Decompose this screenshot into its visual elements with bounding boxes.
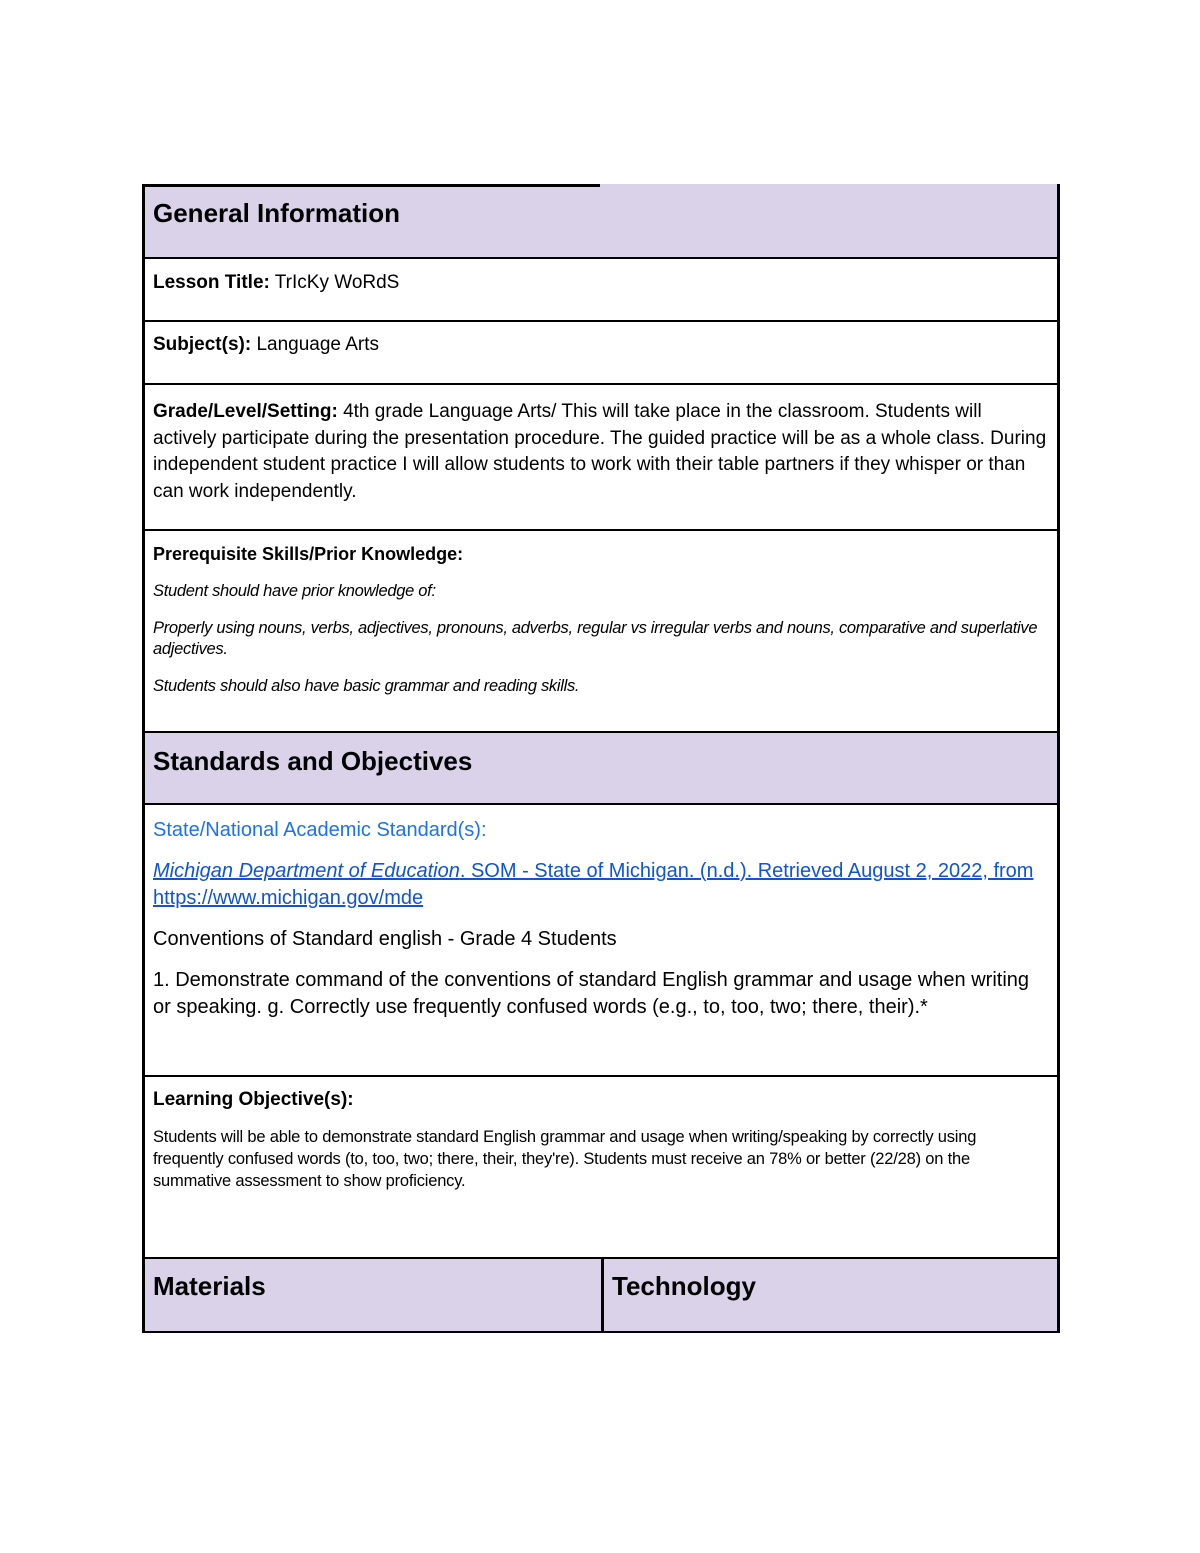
lesson-plan-table — [142, 184, 1060, 1333]
prerequisite-item: Student should have prior knowledge of: — [153, 582, 436, 600]
standards-objectives-heading: Standards and Objectives — [153, 746, 473, 776]
standards-objectives-header — [142, 733, 1060, 805]
technology-cell — [601, 1259, 1057, 1331]
subjects-value: Language Arts — [256, 334, 380, 355]
prerequisite-item: Properly using nouns, verbs, adjectives, pronouns, adverbs, regular vs irregular verbs and nouns, comparative and superlative adjectives. — [153, 619, 1038, 658]
prerequisite-item: Students should also have basic grammar and reading skills. — [153, 677, 580, 695]
grade-label: Grade/Level/Setting: — [153, 401, 338, 422]
materials-technology-header — [142, 1259, 1060, 1333]
lesson-title-value: TrIcKy WoRdS — [274, 272, 400, 293]
lesson-title-row — [142, 259, 1060, 322]
prerequisite-row — [142, 531, 1060, 733]
academic-standards-row — [142, 805, 1060, 1077]
subjects-row — [142, 322, 1060, 385]
grade-level-setting-row — [142, 385, 1060, 531]
state-standards-label: State/National Academic Standard(s): — [153, 819, 487, 841]
michigan-citation-link[interactable] — [153, 860, 1033, 909]
learning-objective-label: Learning Objective(s): — [153, 1089, 354, 1110]
materials-heading: Materials — [153, 1271, 266, 1301]
learning-objective-text: Students will be able to demonstrate standard English grammar and usage when writing/speaking by correctly using frequently confused words (to, too, two; there, their, they're). Students must receive an 78% or better (22/28) on the summative assessment to show proficiency. — [153, 1128, 977, 1190]
citation-title: Michigan Department of Education — [153, 860, 460, 882]
materials-cell — [145, 1259, 601, 1331]
technology-heading: Technology — [612, 1271, 756, 1301]
conventions-line: Conventions of Standard english - Grade 4 Students — [153, 928, 617, 950]
prerequisite-label: Prerequisite Skills/Prior Knowledge: — [153, 544, 464, 564]
general-information-heading: General Information — [153, 198, 401, 228]
table-top-border — [142, 184, 600, 187]
lesson-title-label: Lesson Title: — [153, 272, 270, 293]
general-information-header — [142, 184, 1060, 259]
grade-text: 4th grade Language Arts/ This will take place in the classroom. Students will actively participate during the presentation procedure. The guided practice will be as a whole class. During independent student practice I will allow students to work with their table partners if they whisper or than can work independently. — [153, 401, 1047, 502]
standard-text: 1. Demonstrate command of the conventions of standard English grammar and usage when writing or speaking. g. Correctly use frequently confused words (e.g., to, too, two; there, their).* — [153, 969, 1030, 1018]
citation-rest: . SOM - State of Michigan. (n.d.). Retrieved August 2, 2022, from https://www.michigan.gov/mde — [153, 860, 1034, 909]
learning-objectives-row — [142, 1077, 1060, 1259]
subjects-label: Subject(s): — [153, 334, 252, 355]
